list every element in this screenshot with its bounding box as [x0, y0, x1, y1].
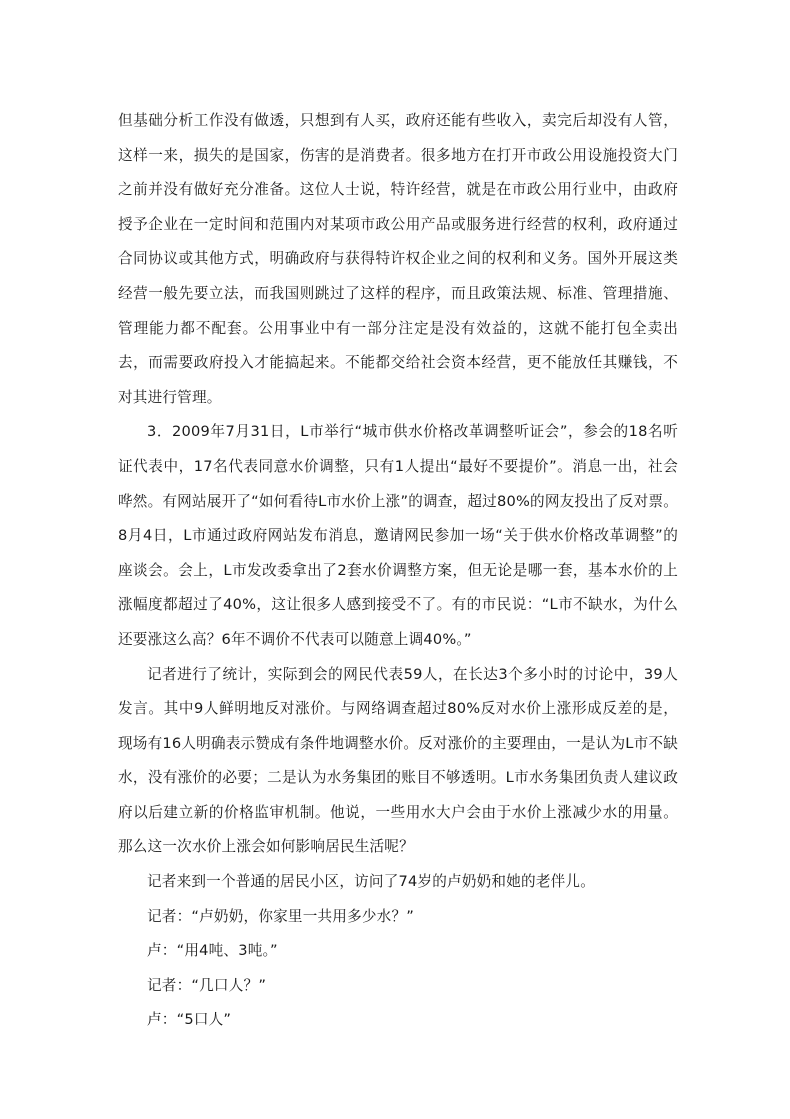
dialog-line-lu-1: 卢：“用4吨、3吨。” — [147, 942, 278, 960]
paragraph-interview-intro: 记者来到一个普通的居民小区，访问了74岁的卢奶奶和她的老伴儿。 — [147, 873, 595, 891]
paragraph-hearing: 3．2009年7月31日，L市举行“城市供水价格改革调整听证会”，参会的18名听证代表中，17名代表同意水价调整，只有1人提出“最好不要提价”。消息一出，社会哗然。有网站展开了“如何看待L市水价上涨”的调查，超过80%的网友投出了反对票。8月4日，L市通过政府网站发布消息，邀请网民参加一场“关于供水价格改革调整”的座谈会。会上，L市发改委拿出了2套水价调整方案，但无论是哪一套，基本水价的上涨幅度都超过了40%，这让很多人感到接受不了。有的市民说：“L市不缺水，为什么还要涨这么高？6年不调价不代表可以随意上调40%。” — [118, 423, 678, 648]
paragraph-specific-operation: 但基础分析工作没有做透，只想到有人买，政府还能有些收入，卖完后却没有人管，这样一来，损失的是国家，伤害的是消费者。很多地方在打开市政公用设施投资大门之前并没有做好充分准备。这位人士说，特许经营，就是在市政公用行业中，由政府授予企业在一定时间和范围内对某项市政公用产品或服务进行经营的权利，政府通过合同协议或其他方式，明确政府与获得特许权企业之间的权利和义务。国外开展这类经营一般先要立法，而我国则跳过了这样的程序，而且政策法规、标准、管理措施、管理能力都不配套。公用事业中有一部分注定是没有效益的，这就不能打包全卖出去，而需要政府投入才能搞起来。不能都交给社会资本经营，更不能放任其赚钱，不对其进行管理。 — [118, 112, 678, 406]
dialog-line-lu-2: 卢：“5口人” — [147, 1011, 232, 1029]
paragraph-statistics: 记者进行了统计，实际到会的网民代表59人，在长达3个多小时的讨论中，39人发言。其中9人鲜明地反对涨价。与网络调查超过80%反对水价上涨形成反差的是，现场有16人明确表示赞成有条件地调整水价。反对涨价的主要理由，一是认为L市不缺水，没有涨价的必要；二是认为水务集团的账目不够透明。L市水务集团负责人建议政府以后建立新的价格监审机制。他说，一些用水大户会由于水价上涨减少水的用量。那么这一次水价上涨会如何影响居民生活呢？ — [118, 665, 678, 856]
dialog-line-reporter-2: 记者：“几口人？” — [147, 976, 267, 994]
dialog-line-reporter-1: 记者：“卢奶奶，你家里一共用多少水？” — [147, 907, 415, 925]
document-page — [118, 104, 678, 1038]
